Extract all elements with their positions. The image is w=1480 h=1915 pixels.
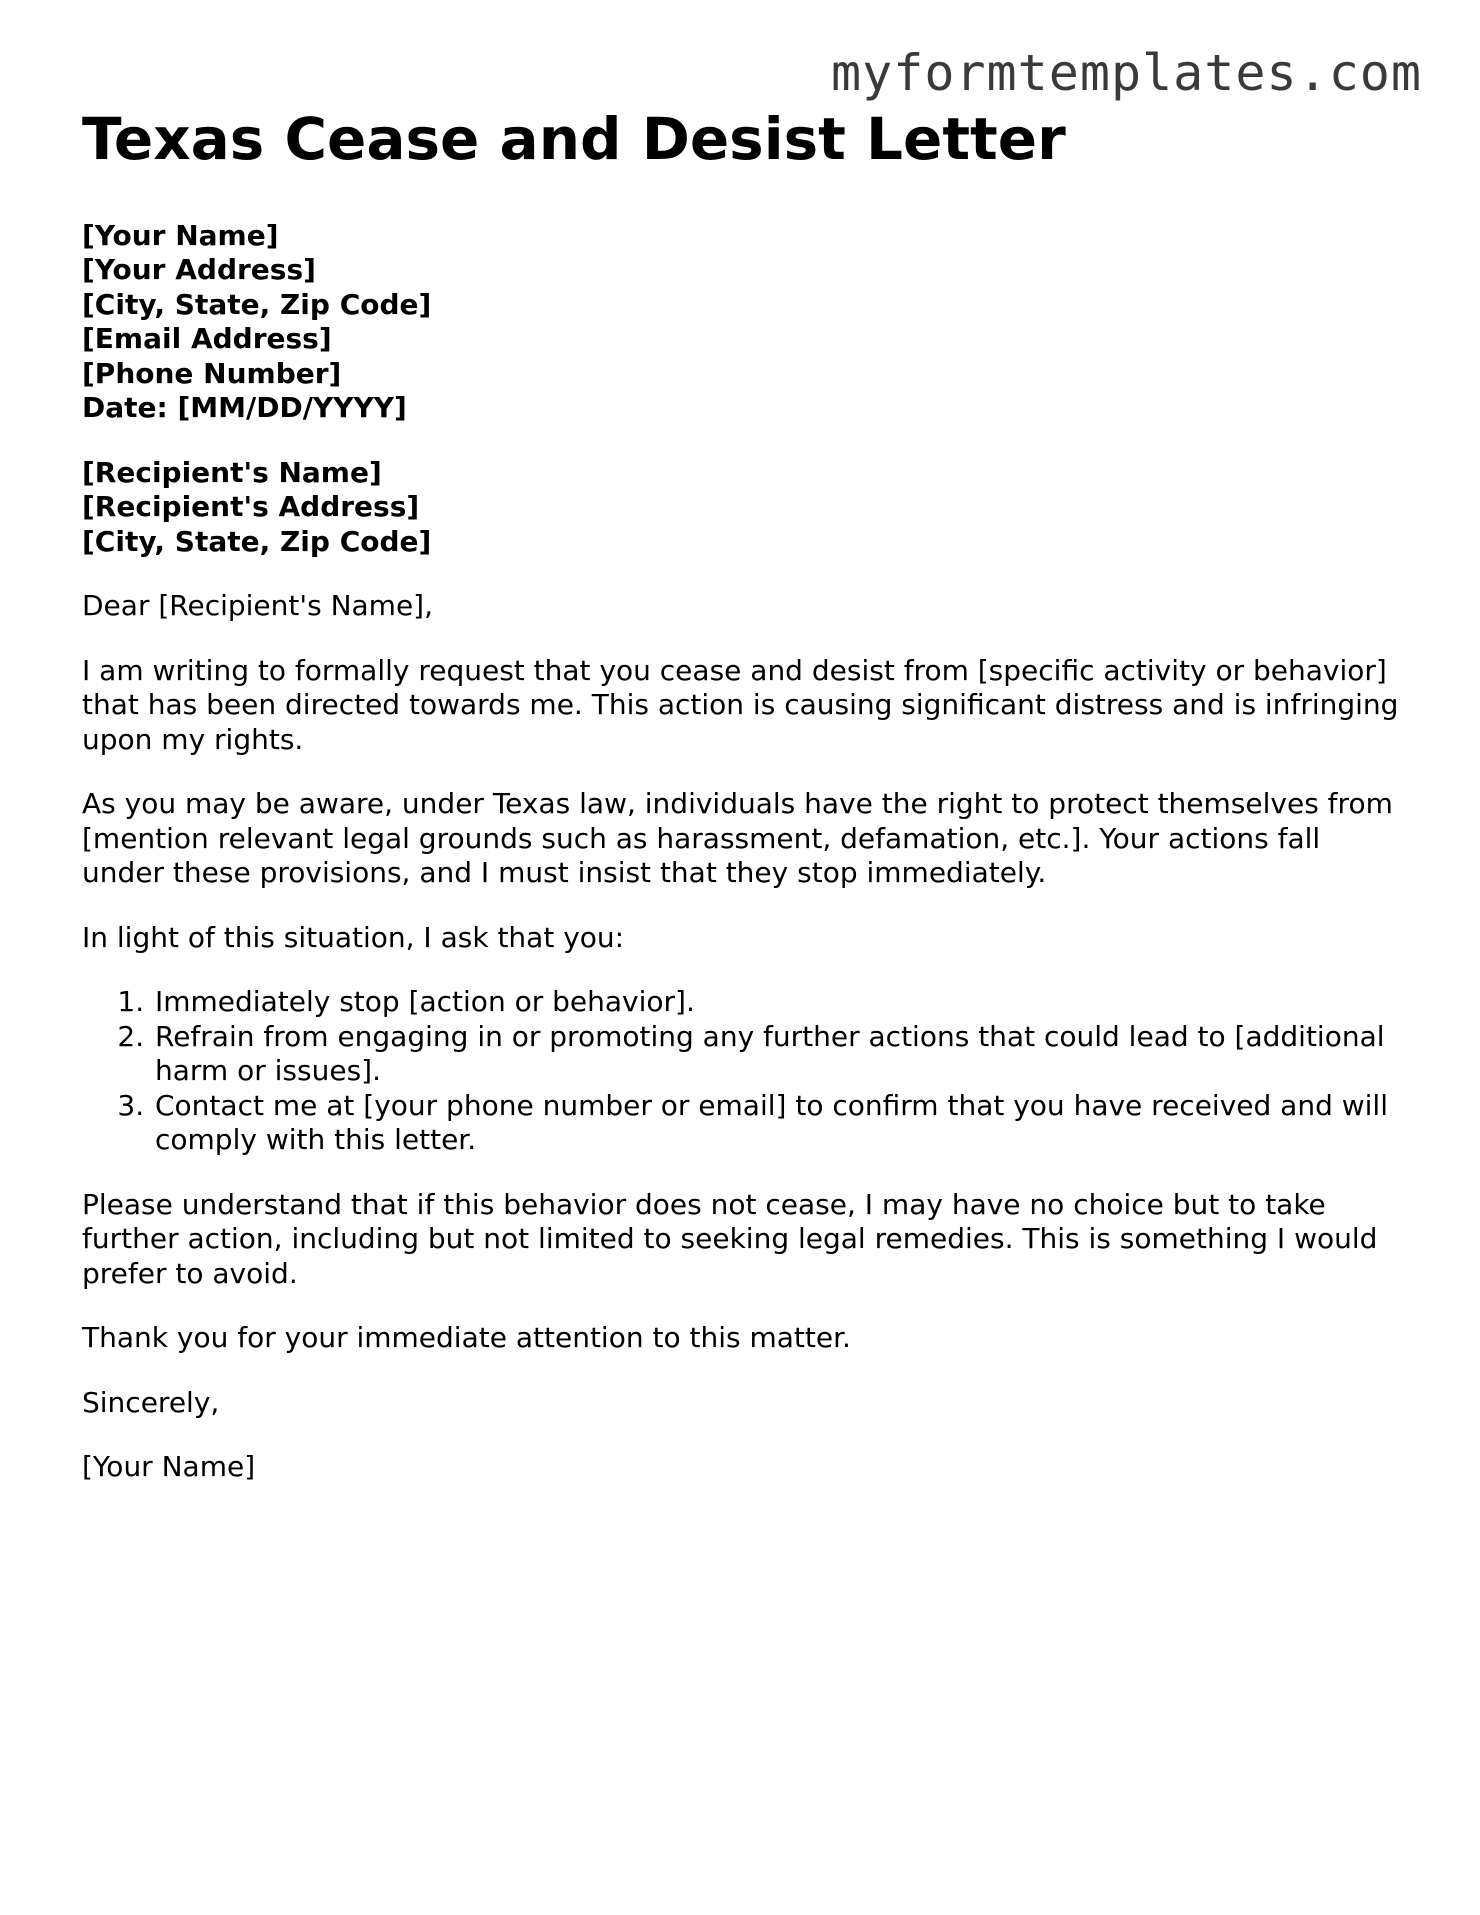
document-title: Texas Cease and Desist Letter: [82, 105, 1066, 173]
sender-city-state-zip: [City, State, Zip Code]: [82, 287, 432, 321]
body-paragraph: As you may be aware, under Texas law, individuals have the right to protect themselves from [mention relevant legal grounds such as harassment, defamation, etc.]. Your actions fall under these provisions, and I must insist that they stop immediately.: [82, 787, 1393, 890]
recipient-city-state-zip: [City, State, Zip Code]: [82, 524, 432, 558]
sender-name: [Your Name]: [82, 218, 279, 252]
closing-paragraph: Thank you for your immediate attention to this matter.: [82, 1321, 851, 1355]
signoff: Sincerely,: [82, 1385, 220, 1419]
closing-paragraph: Please understand that if this behavior does not cease, I may have no choice but to take further action, including but not limited to seeking legal remedies. This is something I would prefer to avoid.: [82, 1187, 1378, 1290]
body-paragraph: I am writing to formally request that you cease and desist from [specific activity or behavior] that has been directed towards me. This action is causing significant distress and is infringing upon my rights.: [82, 653, 1399, 756]
signature-name: [Your Name]: [82, 1450, 256, 1484]
sender-address: [Your Address]: [82, 253, 316, 287]
request-list: [82, 985, 1402, 1158]
list-item: 2. Refrain from engaging in or promoting any further actions that could lead to [additional harm or issues].: [153, 1020, 1402, 1089]
recipient-name: [Recipient's Name]: [82, 455, 382, 489]
recipient-address: [Recipient's Address]: [82, 490, 420, 524]
sender-email: [Email Address]: [82, 322, 332, 356]
list-item: 1. Immediately stop [action or behavior].: [153, 985, 1402, 1020]
sender-phone: [Phone Number]: [82, 356, 342, 390]
letter-date: Date: [MM/DD/YYYY]: [82, 391, 407, 425]
body-paragraph: In light of this situation, I ask that you:: [82, 920, 625, 954]
sender-block: [82, 219, 1402, 426]
salutation: Dear [Recipient's Name],: [82, 589, 433, 623]
letter-page: [82, 105, 1402, 1485]
list-item: 3. Contact me at [your phone number or email] to confirm that you have received and will comply with this letter.: [153, 1089, 1402, 1158]
watermark-text: myformtemplates.com: [831, 44, 1422, 102]
recipient-block: [82, 456, 1402, 560]
